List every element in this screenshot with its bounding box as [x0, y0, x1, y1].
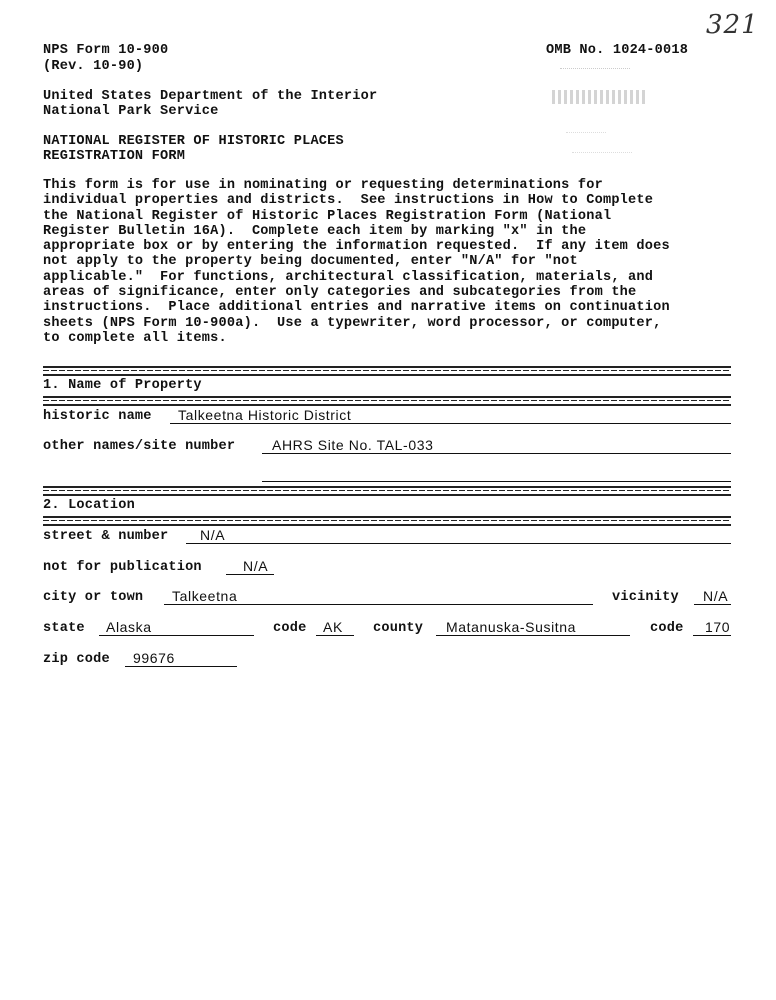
form-title-line2: REGISTRATION FORM: [43, 149, 186, 164]
section-divider: [43, 366, 731, 376]
zip-line: [125, 666, 237, 667]
form-id: NPS Form 10-900: [43, 43, 169, 58]
other-names-line: [262, 453, 731, 454]
not-for-publication-line: [226, 574, 274, 575]
zip-field[interactable]: 99676: [133, 650, 175, 666]
faint-stamp-mark: [566, 126, 606, 133]
historic-name-line: [170, 423, 731, 424]
county-line: [436, 635, 630, 636]
agency: National Park Service: [43, 104, 219, 119]
city-label: city or town: [43, 590, 144, 605]
historic-name-label: historic name: [43, 409, 152, 424]
instructions-paragraph: This form is for use in nominating or requesting determinations for individual properties and districts. See instructions in How to Complete the National Register of Historic Places Registration Form (National Register Bulletin 16A). Complete each item by marking "x" in the appropriate box or by entering the information requested. If any item does not apply to the property being documented, enter "N/A" for "not applicable." For functions, architectural classification, materials, and areas of significance, enter only categories and subcategories from the instructions. Place additional entries and narrative items on continuation sheets (NPS Form 10-900a). Use a typewriter, word processor, or computer, to complete all items.: [43, 178, 670, 346]
city-field[interactable]: Talkeetna: [172, 588, 238, 604]
omb-number: OMB No. 1024-0018: [546, 43, 689, 58]
state-code-label: code: [273, 621, 307, 636]
zip-label: zip code: [43, 652, 110, 667]
state-code-field[interactable]: AK: [323, 619, 343, 635]
section1-heading: 1. Name of Property: [43, 378, 202, 393]
other-names-field[interactable]: AHRS Site No. TAL-033: [272, 437, 434, 453]
state-code-line: [316, 635, 354, 636]
page-number: 321: [706, 10, 759, 40]
not-for-publication-label: not for publication: [43, 560, 202, 575]
state-field[interactable]: Alaska: [106, 619, 152, 635]
not-for-publication-field[interactable]: N/A: [243, 558, 269, 574]
county-code-field[interactable]: 170: [705, 619, 731, 635]
faint-stamp-mark: [560, 62, 630, 69]
county-code-line: [693, 635, 731, 636]
faint-stamp-mark: [552, 90, 648, 104]
section-divider: [43, 396, 731, 406]
street-label: street & number: [43, 529, 169, 544]
state-line: [99, 635, 254, 636]
form-title-line1: NATIONAL REGISTER OF HISTORIC PLACES: [43, 134, 344, 149]
department: United States Department of the Interior: [43, 89, 378, 104]
city-line: [164, 604, 593, 605]
section-divider: [43, 516, 731, 526]
vicinity-line: [694, 604, 731, 605]
faint-stamp-mark: [572, 146, 632, 153]
section-divider: [43, 486, 731, 496]
section2-heading: 2. Location: [43, 498, 135, 513]
street-field[interactable]: N/A: [200, 527, 226, 543]
state-label: state: [43, 621, 85, 636]
historic-name-field[interactable]: Talkeetna Historic District: [178, 407, 352, 423]
county-code-label: code: [650, 621, 684, 636]
vicinity-label: vicinity: [612, 590, 679, 605]
other-names-line-2: [262, 481, 731, 482]
street-line: [186, 543, 731, 544]
county-field[interactable]: Matanuska-Susitna: [446, 619, 577, 635]
form-revision: (Rev. 10-90): [43, 59, 144, 74]
vicinity-field[interactable]: N/A: [703, 588, 729, 604]
county-label: county: [373, 621, 424, 636]
other-names-label: other names/site number: [43, 439, 236, 454]
